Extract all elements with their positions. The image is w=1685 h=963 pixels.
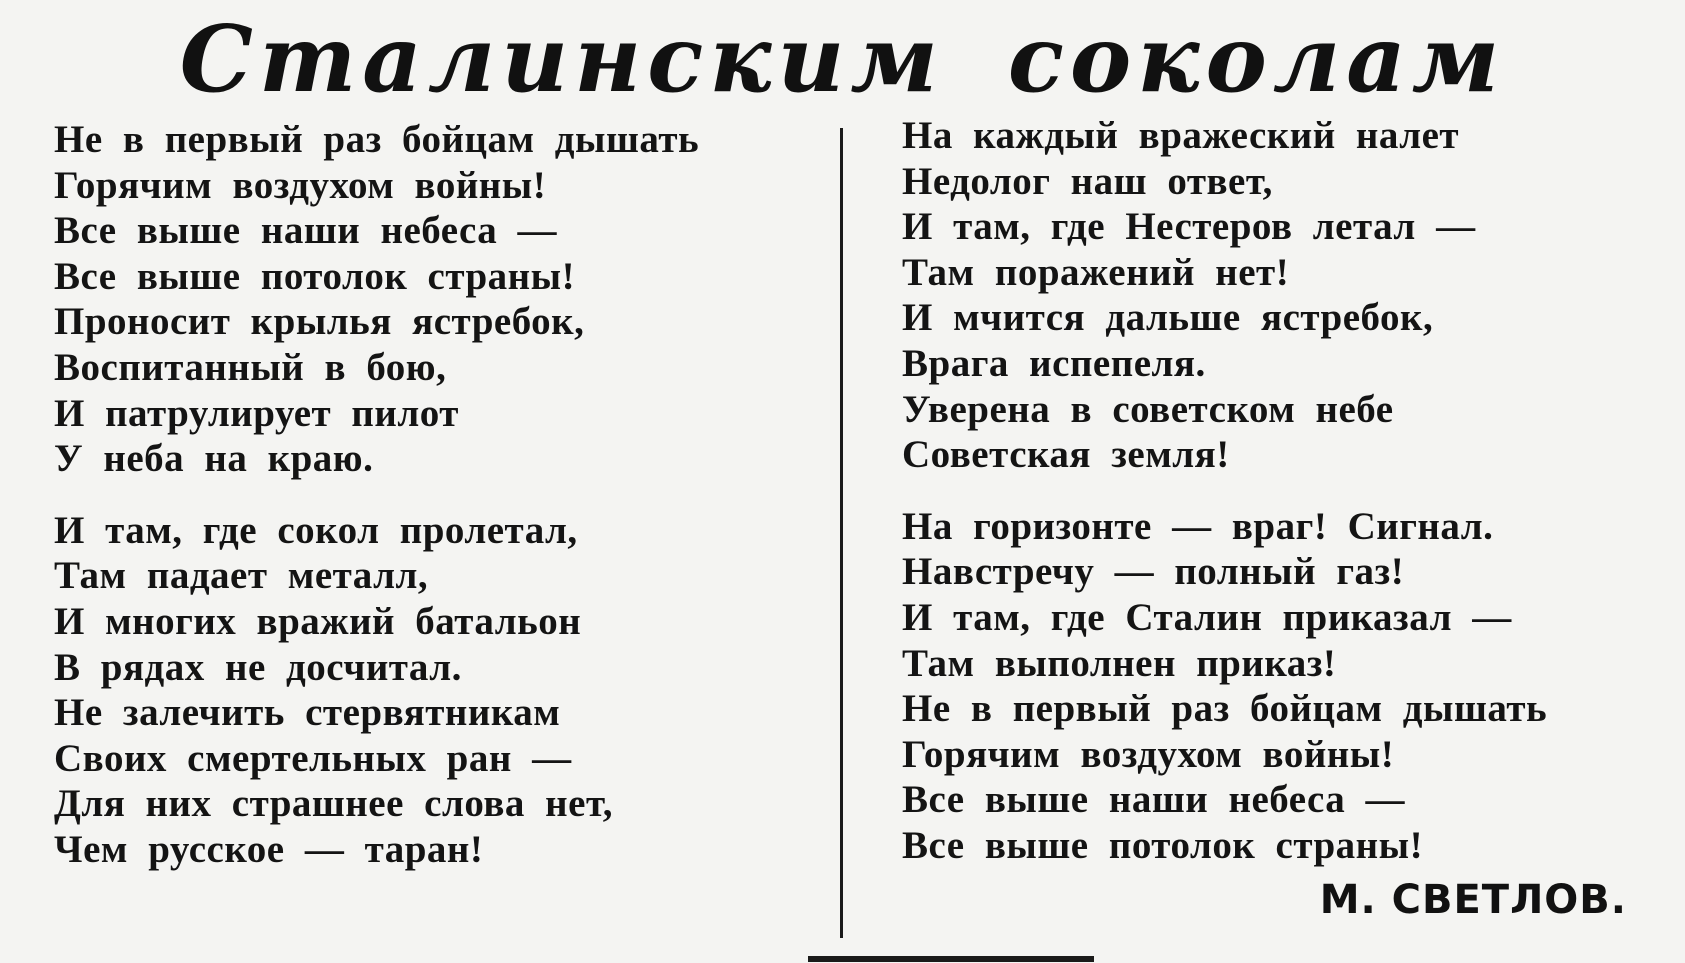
poem-line: Не в первый раз бойцам дышать	[902, 687, 1548, 731]
stanza	[54, 117, 699, 482]
poem-line: Недолог наш ответ,	[902, 159, 1273, 203]
poem-line: Навстречу — полный газ!	[902, 550, 1405, 594]
poem-column-left	[54, 117, 699, 873]
poem-line: На горизонте — враг! Сигнал.	[902, 504, 1494, 548]
poem-line: Чем русское — таран!	[54, 827, 484, 871]
poem-line: И многих вражий батальон	[54, 599, 582, 643]
stanza	[54, 508, 699, 873]
poem-line: И мчится дальше ястребок,	[902, 296, 1434, 340]
poem-line: Воспитанный в бою,	[54, 345, 447, 389]
poem-line: Все выше потолок страны!	[902, 823, 1424, 867]
poem-line: На каждый вражеский налет	[902, 114, 1460, 157]
poem-line: Проносит крылья ястребок,	[54, 300, 585, 344]
bottom-rule	[808, 956, 1094, 962]
poem-line: И там, где Сталин приказал —	[902, 595, 1512, 639]
poem-line: Не залечить стервятникам	[54, 691, 561, 735]
poem-line: Все выше наши небеса —	[902, 778, 1406, 822]
poem-line: Врага испепеля.	[902, 341, 1206, 385]
poem-column-right	[902, 113, 1547, 869]
poem-line: Уверена в советском небе	[902, 387, 1394, 431]
author-signature: М. СВЕТЛОВ.	[1319, 877, 1627, 923]
column-divider	[840, 128, 843, 938]
poem-line: В рядах не досчитал.	[54, 645, 462, 689]
stanza	[902, 504, 1547, 869]
poem-line: Все выше наши небеса —	[54, 209, 558, 253]
poem-line: И патрулирует пилот	[54, 391, 459, 435]
poem-line: Своих смертельных ран —	[54, 736, 572, 780]
poem-line: И там, где Нестеров летал —	[902, 205, 1476, 249]
poem-line: Там поражений нет!	[902, 250, 1290, 294]
poem-line: Для них страшнее слова нет,	[54, 782, 613, 826]
poem-line: Все выше потолок страны!	[54, 254, 576, 298]
poem-line: Там выполнен приказ!	[902, 641, 1337, 685]
poem-line: Там падает металл,	[54, 554, 429, 598]
poem-title: Сталинским соколам	[179, 5, 1506, 113]
poem-line: И там, где сокол пролетал,	[54, 508, 578, 552]
stanza	[902, 113, 1547, 478]
poem-line: У неба на краю.	[54, 437, 374, 481]
poem-line: Горячим воздухом войны!	[54, 163, 547, 207]
poem-line: Горячим воздухом войны!	[902, 732, 1395, 776]
poem-line: Не в первый раз бойцам дышать	[54, 118, 700, 161]
poem-line: Советская земля!	[902, 433, 1230, 477]
